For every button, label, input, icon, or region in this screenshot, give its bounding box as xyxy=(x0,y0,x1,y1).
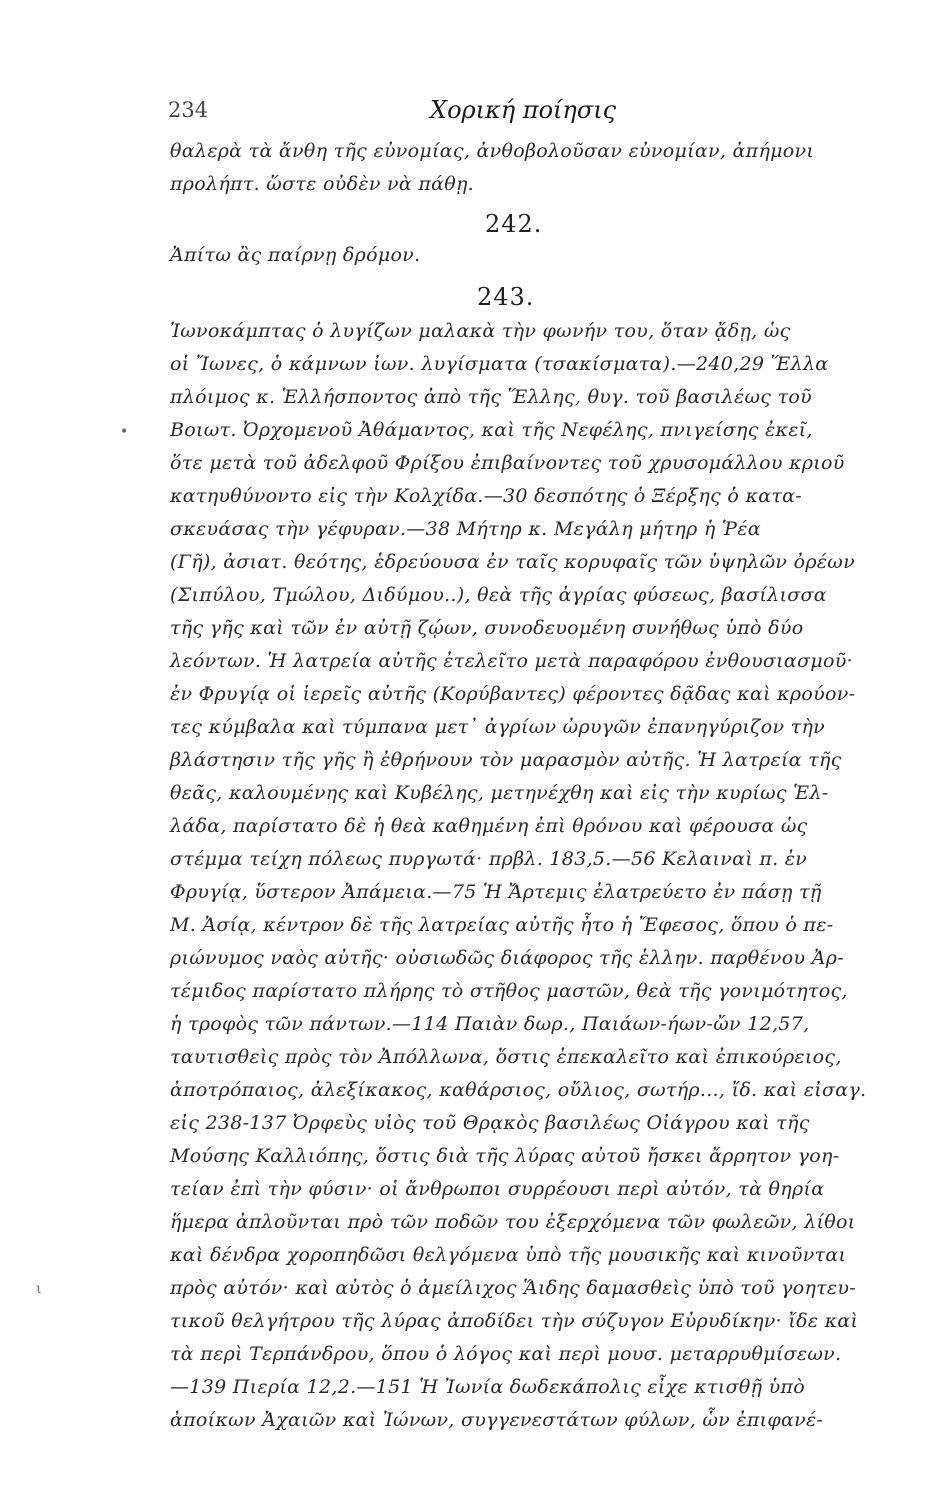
text-line: λεόντων. Ἡ λατρεία αὐτῆς ἐτελεῖτο μετὰ παραφόρου ἐνθουσιασμοῦ· xyxy=(170,650,853,672)
text-line: (Γῆ), ἀσιατ. θεότης, ἑδρεύουσα ἐν ταῖς κορυφαῖς τῶν ὑψηλῶν ὀρέων xyxy=(170,551,855,573)
text-line: Μ. Ἀσίᾳ, κέντρον δὲ τῆς λατρείας αὐτῆς ἦτο ἡ Ἔφεσος, ὅπου ὁ πε- xyxy=(170,914,834,936)
text-line: λάδα, παρίστατο δὲ ἡ θεὰ καθημένη ἐπὶ θρόνου καὶ φέρουσα ὡς xyxy=(170,815,808,837)
text-line: ἀποίκων Ἀχαιῶν καὶ Ἰώνων, συγγενεστάτων φύλων, ὧν ἐπιφανέ- xyxy=(170,1409,824,1431)
text-line: τὰ περὶ Τερπάνδρου, ὅπου ὁ λόγος καὶ περὶ μουσ. μεταρρυθμίσεων. xyxy=(170,1343,842,1365)
text-line: πρὸς αὐτόν· καὶ αὐτὸς ὁ ἀμείλιχος Ἅιδης δαμασθεὶς ὑπὸ τοῦ γοητευ- xyxy=(170,1277,857,1299)
text-line: ριώνυμος ναὸς αὐτῆς· οὐσιωδῶς διάφορος τῆς ἑλλην. παρθένου Ἀρ- xyxy=(170,947,844,969)
running-head: Χορική ποίησις xyxy=(430,96,617,124)
text-line: πλόιμος κ. Ἑλλήσποντος ἀπὸ τῆς Ἕλλης, θυγ. τοῦ βασιλέως τοῦ xyxy=(170,386,812,408)
text-line: ἡ τροφὸς τῶν πάντων.—114 Παιὰν δωρ., Παιάων-ήων-ὤν 12,57, xyxy=(170,1013,810,1035)
text-line: τῆς γῆς καὶ τῶν ἐν αὐτῇ ζῴων, συνοδευομένη συνήθως ὑπὸ δύο xyxy=(170,617,804,639)
text-line: τείαν ἐπὶ τὴν φύσιν· οἱ ἄνθρωποι συρρέουσι περὶ αὐτόν, τὰ θηρία xyxy=(170,1178,825,1200)
text-line: —139 Πιερία 12,2.—151 Ἡ Ἰωνία δωδεκάπολις εἶχε κτισθῇ ὑπὸ xyxy=(170,1376,805,1398)
text-line: στέμμα τείχη πόλεως πυργωτά· πρβλ. 183,5.—56 Κελαιναὶ π. ἐν xyxy=(170,848,808,870)
text-line: κατηυθύνοντο εἰς τὴν Κολχίδα.—30 δεσπότης ὁ Ξέρξης ὁ κατα- xyxy=(170,485,803,507)
text-line: (Σιπύλου, Τμώλου, Διδύμου..), θεὰ τῆς ἀγρίας φύσεως, βασίλισσα xyxy=(170,584,827,606)
text-line: βλάστησιν τῆς γῆς ἢ ἐθρήνουν τὸν μαρασμὸν αὐτῆς. Ἡ λατρεία τῆς xyxy=(170,749,842,771)
text-line: τικοῦ θελγήτρου τῆς λύρας ἀποδίδει τὴν σύζυγον Εὐρυδίκην· ἴδε καὶ xyxy=(170,1310,859,1332)
section-number: 242. xyxy=(485,210,543,238)
text-line: τέμιδος παρίστατο πλήρης τὸ στῆθος μαστῶν, θεὰ τῆς γονιμότητος, xyxy=(170,980,848,1002)
text-line: θαλερὰ τὰ ἄνθη τῆς εὐνομίας, ἀνθοβολοῦσαν εὐνομίαν, ἀπήμονι xyxy=(170,140,815,162)
text-line: προλήπτ. ὥστε οὐδὲν νὰ πάθῃ. xyxy=(170,173,475,195)
text-line: ὅτε μετὰ τοῦ ἀδελφοῦ Φρίξου ἐπιβαίνοντες τοῦ χρυσομάλλου κριοῦ xyxy=(170,452,845,474)
text-line: Μούσης Καλλιόπης, ὅστις διὰ τῆς λύρας αὐτοῦ ἤσκει ἄρρητον γοη- xyxy=(170,1145,840,1167)
text-line: ἀποτρόπαιος, ἀλεξίκακος, καθάρσιος, οὔλιος, σωτήρ..., ἴδ. καὶ εἰσαγ. xyxy=(170,1079,867,1101)
text-line: σκευάσας τὴν γέφυραν.—38 Μήτηρ κ. Μεγάλη μήτηρ ἡ Ῥέα xyxy=(170,518,761,540)
text-line: θεᾶς, καλουμένης καὶ Κυβέλης, μετηνέχθη καὶ εἰς τὴν κυρίως Ἑλ- xyxy=(170,782,829,804)
text-line: Ἰωνοκάμπτας ὁ λυγίζων μαλακὰ τὴν φωνήν του, ὅταν ᾄδῃ, ὡς xyxy=(170,320,791,342)
text-line: οἱ Ἴωνες, ὁ κάμνων ἰων. λυγίσματα (τσακίσματα).—240,29 Ἕλλα xyxy=(170,353,829,375)
text-line: Βοιωτ. Ὀρχομενοῦ Ἀθάμαντος, καὶ τῆς Νεφέλης, πνιγείσης ἐκεῖ, xyxy=(170,419,813,441)
margin-tick-mark: ι xyxy=(36,1281,42,1297)
margin-dot-mark: • xyxy=(120,424,129,440)
text-line: Ἀπίτω ἂς παίρνῃ δρόμον. xyxy=(170,244,421,266)
text-line: ἥμερα ἀπλοῦνται πρὸ τῶν ποδῶν του ἐξερχόμενα τῶν φωλεῶν, λίθοι xyxy=(170,1211,856,1233)
text-line: ταυτισθεὶς πρὸς τὸν Ἀπόλλωνα, ὅστις ἐπεκαλεῖτο καὶ ἐπικούρειος, xyxy=(170,1046,842,1068)
text-line: ἐν Φρυγίᾳ οἱ ἱερεῖς αὐτῆς (Κορύβαντες) φέροντες δᾷδας καὶ κρούον- xyxy=(170,683,856,705)
page-number: 234 xyxy=(168,98,209,122)
text-line: καὶ δένδρα χοροπηδῶσι θελγόμενα ὑπὸ τῆς μουσικῆς καὶ κινοῦνται xyxy=(170,1244,847,1266)
text-line: Φρυγίᾳ, ὕστερον Ἀπάμεια.—75 Ἡ Ἄρτεμις ἐλατρεύετο ἐν πάσῃ τῇ xyxy=(170,881,822,903)
section-number: 243. xyxy=(477,283,535,311)
text-line: τες κύμβαλα καὶ τύμπανα μετ᾽ ἀγρίων ὠρυγῶν ἐπανηγύριζον τὴν xyxy=(170,716,825,738)
text-line: εἰς 238-137 Ὀρφεὺς υἱὸς τοῦ Θρᾳκὸς βασιλέως Οἰάγρου καὶ τῆς xyxy=(170,1112,810,1134)
